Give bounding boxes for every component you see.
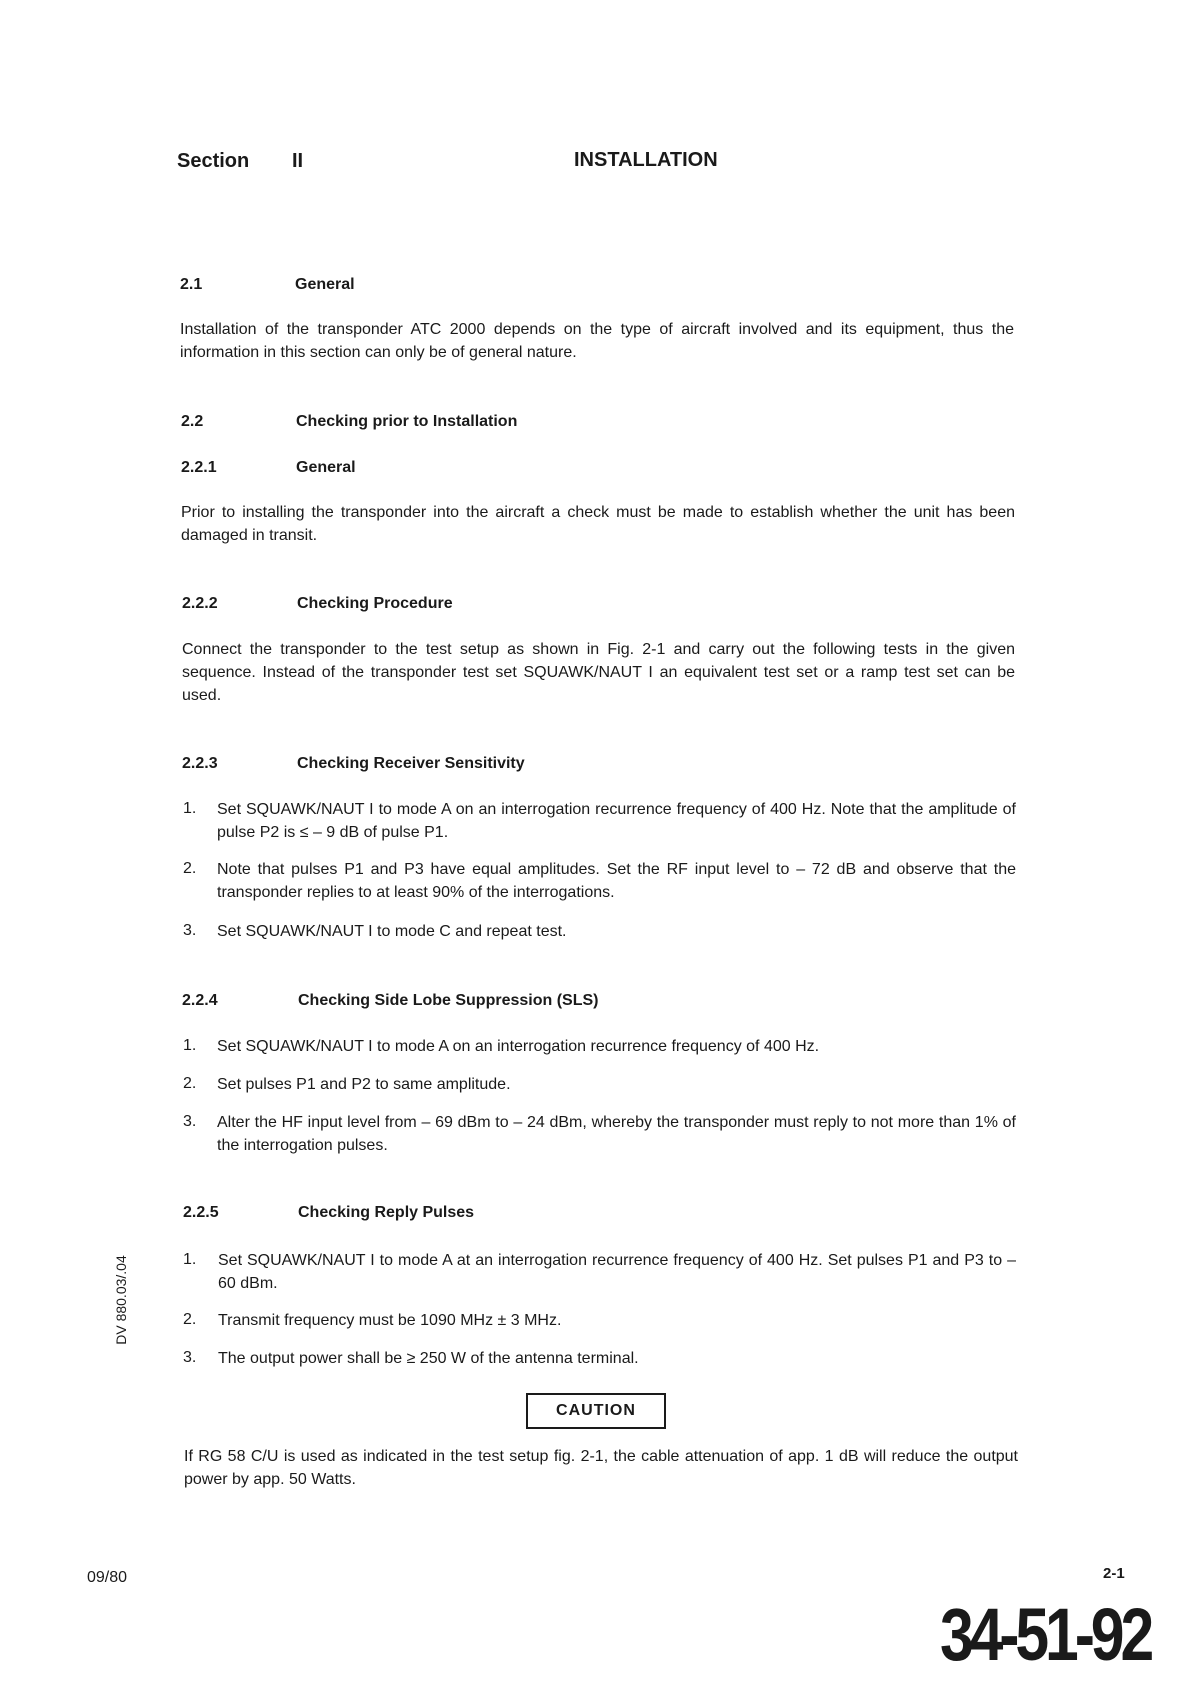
list-item: Alter the HF input level from – 69 dBm to – 24 dBm, whereby the transponder must reply to not more than 1% of the interrogation pulses.: [217, 1114, 1016, 1154]
list-item-number: 2.: [183, 1311, 197, 1328]
section-2-2-1-number: 2.2.1: [181, 459, 217, 476]
section-2-2-2-title: Checking Procedure: [297, 595, 453, 612]
list-item: The output power shall be ≥ 250 W of the antenna terminal.: [218, 1350, 639, 1367]
document-code: DV 880.03/.04: [113, 1255, 129, 1345]
page-number: 2-1: [1103, 1565, 1125, 1582]
section-2-2-4-title: Checking Side Lobe Suppression (SLS): [298, 992, 599, 1009]
section-label: Section: [177, 150, 250, 172]
section-2-2-2-number: 2.2.2: [182, 595, 218, 612]
list-item-number: 1.: [183, 1251, 197, 1268]
section-2-1-number: 2.1: [180, 276, 203, 293]
section-2-1-text: Installation of the transponder ATC 2000 depends on the type of aircraft involved and its equipment, thus the information in this section can only be of general nature.: [180, 321, 1014, 361]
list-item: Set SQUAWK/NAUT I to mode C and repeat test.: [217, 923, 567, 940]
section-2-2-number: 2.2: [181, 413, 204, 430]
list-item: Set SQUAWK/NAUT I to mode A on an interrogation recurrence frequency of 400 Hz.: [217, 1038, 820, 1055]
page-title: INSTALLATION: [574, 149, 718, 171]
section-2-2-4-number: 2.2.4: [182, 992, 218, 1009]
section-2-2-5-number: 2.2.5: [183, 1204, 219, 1221]
caution-box: CAUTION: [526, 1393, 666, 1429]
list-item: Note that pulses P1 and P3 have equal amplitudes. Set the RF input level to – 72 dB and observe that the transponder replies to at least 90% of the interrogations.: [217, 861, 1016, 901]
list-item: Set pulses P1 and P2 to same amplitude.: [217, 1076, 511, 1093]
caution-text: If RG 58 C/U is used as indicated in the test setup fig. 2-1, the cable attenuation of app. 1 dB will reduce the output power by app. 50 Watts.: [184, 1448, 1018, 1488]
section-number: II: [292, 150, 304, 172]
list-item-number: 3.: [183, 1113, 197, 1130]
list-item: Transmit frequency must be 1090 MHz ± 3 MHz.: [218, 1312, 562, 1329]
section-2-2-5-title: Checking Reply Pulses: [298, 1204, 475, 1221]
list-item-number: 3.: [183, 922, 197, 939]
list-item: Set SQUAWK/NAUT I to mode A on an interrogation recurrence frequency of 400 Hz. Note that the amplitude of pulse P2 is ≤ – 9 dB of pulse P1.: [217, 801, 1016, 841]
list-item-number: 2.: [183, 1075, 197, 1092]
section-2-2-title: Checking prior to Installation: [296, 413, 518, 430]
section-2-2-1-title: General: [296, 459, 356, 476]
list-item-number: 1.: [183, 800, 197, 817]
list-item-number: 1.: [183, 1037, 197, 1054]
section-2-1-title: General: [295, 276, 355, 293]
section-2-2-3-number: 2.2.3: [182, 755, 218, 772]
ata-chapter-code: 34-51-92: [940, 1593, 1151, 1676]
section-2-2-2-text: Connect the transponder to the test setup as shown in Fig. 2-1 and carry out the following tests in the given sequence. Instead of the transponder test set SQUAWK/NAUT I an equivalent test set or a ramp test set can be used.: [182, 641, 1015, 704]
section-2-2-3-title: Checking Receiver Sensitivity: [297, 755, 525, 772]
issue-date: 09/80: [87, 1569, 128, 1586]
section-2-2-1-text: Prior to installing the transponder into the aircraft a check must be made to establish whether the unit has been damaged in transit.: [181, 504, 1015, 544]
list-item-number: 3.: [183, 1349, 197, 1366]
list-item: Set SQUAWK/NAUT I to mode A at an interrogation recurrence frequency of 400 Hz. Set pulses P1 and P3 to – 60 dBm.: [218, 1252, 1016, 1292]
list-item-number: 2.: [183, 860, 197, 877]
